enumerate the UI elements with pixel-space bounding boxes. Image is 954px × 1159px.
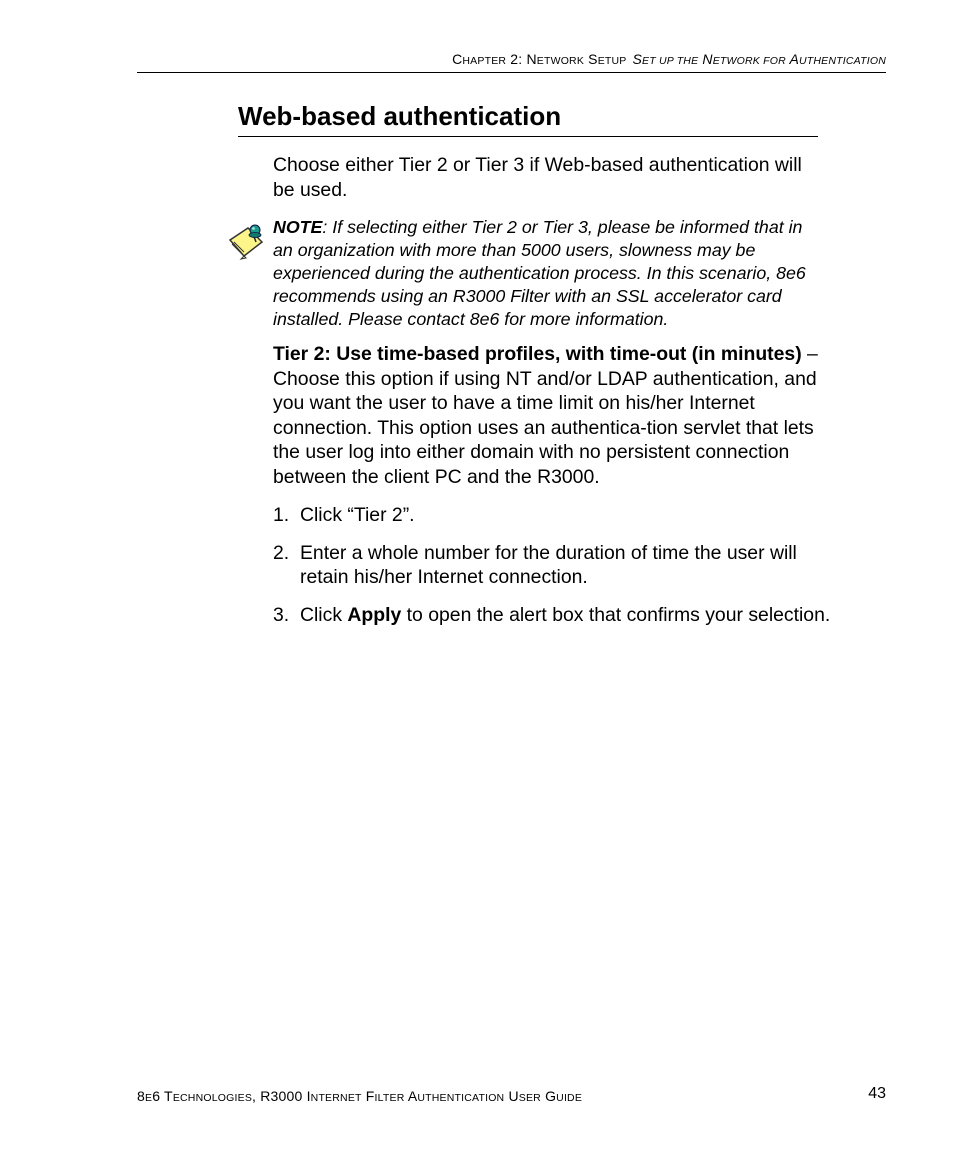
- note-paragraph: [273, 216, 825, 331]
- list-item: [273, 603, 833, 628]
- note-pad-pushpin-icon: [226, 220, 268, 262]
- tier2-heading: Tier 2: Use time-based profiles, with time-out (in minutes): [273, 343, 802, 365]
- step-text: Click “Tier 2”.: [300, 504, 415, 526]
- list-item: [273, 541, 833, 590]
- steps-list: [273, 503, 833, 640]
- page-title: Web-based authentication: [238, 101, 562, 131]
- running-header: [137, 50, 886, 70]
- note-label: NOTE: [273, 217, 323, 237]
- step-number: 2.: [273, 541, 290, 564]
- step-text: Enter a whole number for the duration of time the user will retain his/her Internet connection.: [300, 541, 797, 588]
- tier2-text: – Choose this option if using NT and/or LDAP authentication, and you want the user to have a time limit on his/her Internet connection. This option uses an authentica-tion servlet that lets the user log into either domain with no persistent connection between the client PC and the R3000.: [273, 343, 818, 488]
- header-rule: [137, 72, 886, 73]
- chapter-label: CHAPTER 2: NETWORK SETUP: [452, 51, 627, 67]
- page-number: 43: [868, 1085, 886, 1102]
- list-item: [273, 503, 833, 528]
- step-number: 3.: [273, 603, 290, 626]
- section-label: SET UP THE NETWORK FOR AUTHENTICATION: [632, 51, 886, 67]
- note-text: : If selecting either Tier 2 or Tier 3, please be informed that in an organization with more than 5000 users, slowness may be experienced during the authentication process. In this scenario, 8e6 recommends using an R3000 Filter with an SSL accelerator card installed. Please contact 8e6 for more information.: [273, 217, 806, 329]
- title-rule: [238, 136, 818, 137]
- intro-paragraph: Choose either Tier 2 or Tier 3 if Web-based authentication will be used.: [273, 154, 802, 201]
- step-text: Click Apply to open the alert box that confirms your selection.: [300, 603, 831, 626]
- step-number: 1.: [273, 504, 290, 526]
- running-footer: 8E6 TECHNOLOGIES, R3000 INTERNET FILTER AUTHENTICATION USER GUIDE: [137, 1088, 583, 1104]
- tier2-paragraph: [273, 342, 825, 489]
- apply-term: Apply: [347, 603, 402, 626]
